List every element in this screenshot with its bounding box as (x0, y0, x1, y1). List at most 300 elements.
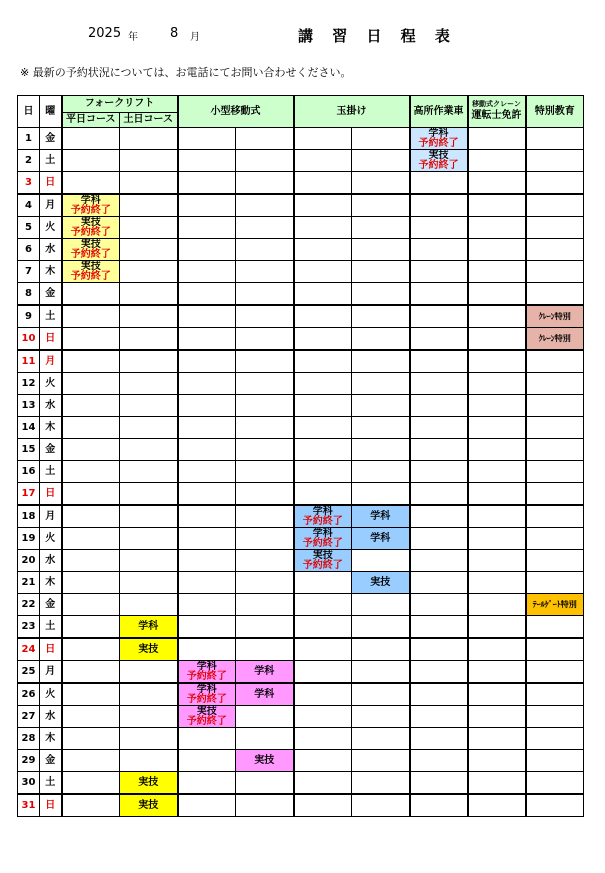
small-mobile-2-cell (236, 328, 294, 351)
tamakake-2-cell (352, 772, 410, 795)
forklift-weekday-cell (62, 239, 120, 261)
table-row (18, 305, 584, 328)
tamakake-1-cell (294, 395, 352, 417)
weekday-cell: 土 (40, 616, 62, 639)
forklift-weekend-cell (120, 128, 178, 150)
session-label: 実技 (254, 754, 275, 766)
special-education-cell (526, 772, 584, 795)
aerial-work-cell (410, 772, 468, 795)
tamakake-1-cell (294, 616, 352, 639)
day-cell: 9 (18, 305, 40, 328)
tamakake-1-cell (294, 505, 352, 528)
reservation-closed-label: 予約終了 (302, 515, 343, 527)
weekday-cell: 水 (40, 239, 62, 261)
table-row (18, 150, 584, 172)
mobile-crane-cell (468, 305, 526, 328)
forklift-weekend-cell (120, 373, 178, 395)
small-mobile-2-cell (236, 638, 294, 661)
session-label: 学科 (312, 527, 333, 539)
small-mobile-2-cell (236, 395, 294, 417)
mobile-crane-cell (468, 505, 526, 528)
session-label: 学科 (312, 505, 333, 517)
special-education-cell (526, 528, 584, 550)
small-mobile-2-cell (236, 750, 294, 772)
session-label: ｸﾚｰﾝ特別 (538, 311, 571, 321)
table-row (18, 373, 584, 395)
day-cell: 8 (18, 283, 40, 306)
mobile-crane-cell (468, 194, 526, 217)
forklift-weekend-cell (120, 616, 178, 639)
forklift-weekday-cell (62, 439, 120, 461)
mobile-crane-cell (468, 728, 526, 750)
tamakake-2-cell (352, 128, 410, 150)
special-education-cell (526, 150, 584, 172)
schedule-body (18, 128, 584, 817)
table-row (18, 172, 584, 195)
tamakake-1-cell (294, 661, 352, 684)
small-mobile-2-cell (236, 572, 294, 594)
forklift-weekend-cell (120, 417, 178, 439)
forklift-weekday-cell (62, 328, 120, 351)
tamakake-1-cell (294, 528, 352, 550)
forklift-weekend-cell (120, 395, 178, 417)
day-cell: 28 (18, 728, 40, 750)
tamakake-2-cell (352, 461, 410, 483)
small-mobile-2-cell (236, 706, 294, 728)
aerial-work-cell (410, 150, 468, 172)
month: 8 (170, 26, 179, 41)
forklift-weekend-cell (120, 594, 178, 616)
forklift-weekday-cell (62, 683, 120, 706)
forklift-weekend-cell (120, 728, 178, 750)
tamakake-1-cell (294, 373, 352, 395)
header-day: 日 (18, 96, 40, 128)
small-mobile-1-cell (178, 217, 236, 239)
header-small-mobile-crane: 小型移動式 (178, 96, 294, 128)
forklift-weekday-cell (62, 483, 120, 506)
forklift-weekday-cell (62, 261, 120, 283)
aerial-work-cell (410, 505, 468, 528)
month-label: 月 (190, 32, 200, 43)
mobile-crane-cell (468, 172, 526, 195)
small-mobile-1-cell (178, 439, 236, 461)
day-cell: 22 (18, 594, 40, 616)
small-mobile-1-cell (178, 373, 236, 395)
small-mobile-2-cell (236, 150, 294, 172)
weekday-cell: 木 (40, 728, 62, 750)
forklift-weekend-cell (120, 483, 178, 506)
tamakake-2-cell (352, 594, 410, 616)
small-mobile-1-cell (178, 528, 236, 550)
reservation-closed-label: 予約終了 (70, 248, 111, 260)
table-row (18, 350, 584, 373)
tamakake-2-cell (352, 550, 410, 572)
special-education-cell (526, 305, 584, 328)
mobile-crane-cell (468, 528, 526, 550)
special-education-cell (526, 350, 584, 373)
small-mobile-1-cell (178, 683, 236, 706)
day-cell: 26 (18, 683, 40, 706)
special-education-cell (526, 728, 584, 750)
header-weekday: 曜 (40, 96, 62, 128)
aerial-work-cell (410, 439, 468, 461)
tamakake-1-cell (294, 794, 352, 817)
header-forklift-weekday: 平日コース (62, 113, 120, 128)
mobile-crane-cell (468, 395, 526, 417)
small-mobile-2-cell (236, 772, 294, 795)
session-label: 実技 (138, 643, 159, 655)
forklift-weekend-cell (120, 172, 178, 195)
forklift-weekday-cell (62, 395, 120, 417)
mobile-crane-cell (468, 283, 526, 306)
forklift-weekday-cell (62, 128, 120, 150)
session-label: 実技 (312, 549, 333, 561)
small-mobile-2-cell (236, 194, 294, 217)
forklift-weekday-cell (62, 217, 120, 239)
session-label: 学科 (196, 660, 217, 672)
year-label: 年 (128, 32, 138, 43)
mobile-crane-cell (468, 261, 526, 283)
weekday-cell: 月 (40, 661, 62, 684)
mobile-crane-cell (468, 638, 526, 661)
tamakake-2-cell (352, 261, 410, 283)
mobile-crane-cell (468, 439, 526, 461)
table-row (18, 550, 584, 572)
tamakake-1-cell (294, 461, 352, 483)
forklift-weekend-cell (120, 794, 178, 817)
tamakake-1-cell (294, 772, 352, 795)
header-mobile-crane (468, 96, 526, 128)
special-education-cell (526, 683, 584, 706)
forklift-weekend-cell (120, 528, 178, 550)
special-education-cell (526, 373, 584, 395)
header-tamakake: 玉掛け (294, 96, 410, 128)
tamakake-2-cell (352, 194, 410, 217)
special-education-cell (526, 638, 584, 661)
tamakake-1-cell (294, 638, 352, 661)
weekday-cell: 水 (40, 395, 62, 417)
aerial-work-cell (410, 373, 468, 395)
tamakake-1-cell (294, 128, 352, 150)
small-mobile-1-cell (178, 794, 236, 817)
day-cell: 27 (18, 706, 40, 728)
small-mobile-2-cell (236, 794, 294, 817)
forklift-weekend-cell (120, 461, 178, 483)
aerial-work-cell (410, 483, 468, 506)
weekday-cell: 火 (40, 683, 62, 706)
forklift-weekend-cell (120, 305, 178, 328)
session-label: 実技 (428, 149, 449, 161)
tamakake-1-cell (294, 194, 352, 217)
weekday-cell: 木 (40, 572, 62, 594)
mobile-crane-cell (468, 594, 526, 616)
weekday-cell: 木 (40, 417, 62, 439)
weekday-cell: 月 (40, 350, 62, 373)
weekday-cell: 日 (40, 638, 62, 661)
weekday-cell: 金 (40, 283, 62, 306)
table-row (18, 261, 584, 283)
tamakake-2-cell (352, 528, 410, 550)
aerial-work-cell (410, 305, 468, 328)
small-mobile-1-cell (178, 638, 236, 661)
forklift-weekday-cell (62, 150, 120, 172)
session-label: 学科 (254, 665, 275, 677)
header-forklift-weekend: 土日コース (120, 113, 178, 128)
day-cell: 30 (18, 772, 40, 795)
special-education-cell (526, 616, 584, 639)
table-row (18, 239, 584, 261)
weekday-cell: 土 (40, 461, 62, 483)
small-mobile-1-cell (178, 706, 236, 728)
weekday-cell: 火 (40, 217, 62, 239)
tamakake-2-cell (352, 661, 410, 684)
header-forklift: フォークリフト (62, 96, 178, 113)
forklift-weekend-cell (120, 283, 178, 306)
table-row (18, 217, 584, 239)
year: 2025 (88, 26, 122, 41)
aerial-work-cell (410, 417, 468, 439)
reservation-closed-label: 予約終了 (186, 670, 227, 682)
small-mobile-1-cell (178, 661, 236, 684)
weekday-cell: 火 (40, 373, 62, 395)
table-row (18, 128, 584, 150)
forklift-weekend-cell (120, 217, 178, 239)
special-education-cell (526, 328, 584, 351)
special-education-cell (526, 572, 584, 594)
tamakake-1-cell (294, 328, 352, 351)
day-cell: 14 (18, 417, 40, 439)
special-education-cell (526, 505, 584, 528)
forklift-weekend-cell (120, 750, 178, 772)
small-mobile-1-cell (178, 150, 236, 172)
tamakake-2-cell (352, 172, 410, 195)
day-cell: 25 (18, 661, 40, 684)
forklift-weekend-cell (120, 638, 178, 661)
small-mobile-2-cell (236, 261, 294, 283)
small-mobile-1-cell (178, 417, 236, 439)
special-education-cell (526, 395, 584, 417)
tamakake-2-cell (352, 417, 410, 439)
header-special-education: 特別教育 (526, 96, 584, 128)
aerial-work-cell (410, 128, 468, 150)
session-label: 実技 (80, 216, 101, 228)
session-label: 学科 (370, 510, 391, 522)
special-education-cell (526, 239, 584, 261)
session-label: 学科 (80, 194, 101, 206)
day-cell: 12 (18, 373, 40, 395)
aerial-work-cell (410, 395, 468, 417)
mobile-crane-cell (468, 772, 526, 795)
weekday-cell: 水 (40, 550, 62, 572)
small-mobile-1-cell (178, 128, 236, 150)
document-title-bar (0, 22, 605, 46)
small-mobile-1-cell (178, 283, 236, 306)
small-mobile-1-cell (178, 728, 236, 750)
tamakake-1-cell (294, 572, 352, 594)
tamakake-1-cell (294, 550, 352, 572)
small-mobile-2-cell (236, 217, 294, 239)
mobile-crane-cell (468, 661, 526, 684)
forklift-weekday-cell (62, 616, 120, 639)
day-cell: 24 (18, 638, 40, 661)
tamakake-2-cell (352, 305, 410, 328)
tamakake-2-cell (352, 505, 410, 528)
table-row (18, 661, 584, 684)
table-row (18, 594, 584, 616)
aerial-work-cell (410, 594, 468, 616)
mobile-crane-cell (468, 217, 526, 239)
session-label: 学科 (138, 620, 159, 632)
aerial-work-cell (410, 350, 468, 373)
small-mobile-1-cell (178, 261, 236, 283)
aerial-work-cell (410, 728, 468, 750)
small-mobile-2-cell (236, 683, 294, 706)
day-cell: 3 (18, 172, 40, 195)
forklift-weekday-cell (62, 661, 120, 684)
session-label: 実技 (138, 799, 159, 811)
tamakake-2-cell (352, 638, 410, 661)
weekday-cell: 土 (40, 772, 62, 795)
aerial-work-cell (410, 550, 468, 572)
table-row (18, 194, 584, 217)
forklift-weekend-cell (120, 261, 178, 283)
day-cell: 16 (18, 461, 40, 483)
table-row (18, 616, 584, 639)
tamakake-1-cell (294, 483, 352, 506)
forklift-weekend-cell (120, 328, 178, 351)
reservation-closed-label: 予約終了 (186, 693, 227, 705)
weekday-cell: 月 (40, 194, 62, 217)
forklift-weekday-cell (62, 794, 120, 817)
day-cell: 29 (18, 750, 40, 772)
small-mobile-1-cell (178, 194, 236, 217)
forklift-weekend-cell (120, 661, 178, 684)
small-mobile-2-cell (236, 505, 294, 528)
weekday-cell: 火 (40, 528, 62, 550)
day-cell: 18 (18, 505, 40, 528)
table-row (18, 417, 584, 439)
table-row (18, 395, 584, 417)
forklift-weekday-cell (62, 638, 120, 661)
table-row (18, 728, 584, 750)
day-cell: 11 (18, 350, 40, 373)
small-mobile-2-cell (236, 616, 294, 639)
small-mobile-1-cell (178, 550, 236, 572)
weekday-cell: 木 (40, 261, 62, 283)
forklift-weekday-cell (62, 194, 120, 217)
mobile-crane-cell (468, 328, 526, 351)
small-mobile-1-cell (178, 483, 236, 506)
small-mobile-1-cell (178, 750, 236, 772)
forklift-weekend-cell (120, 683, 178, 706)
weekday-cell: 日 (40, 172, 62, 195)
table-row (18, 483, 584, 506)
schedule-table (17, 95, 584, 817)
forklift-weekday-cell (62, 728, 120, 750)
tamakake-2-cell (352, 439, 410, 461)
table-row (18, 683, 584, 706)
small-mobile-2-cell (236, 550, 294, 572)
day-cell: 10 (18, 328, 40, 351)
tamakake-2-cell (352, 750, 410, 772)
aerial-work-cell (410, 750, 468, 772)
forklift-weekday-cell (62, 373, 120, 395)
reservation-note: ※ 最新の予約状況については、お電話にてお問い合わせください。 (20, 66, 352, 79)
tamakake-2-cell (352, 373, 410, 395)
forklift-weekend-cell (120, 572, 178, 594)
forklift-weekend-cell (120, 772, 178, 795)
small-mobile-2-cell (236, 283, 294, 306)
table-row (18, 794, 584, 817)
weekday-cell: 月 (40, 505, 62, 528)
tamakake-1-cell (294, 172, 352, 195)
small-mobile-1-cell (178, 572, 236, 594)
day-cell: 15 (18, 439, 40, 461)
aerial-work-cell (410, 461, 468, 483)
tamakake-1-cell (294, 283, 352, 306)
special-education-cell (526, 128, 584, 150)
mobile-crane-cell (468, 750, 526, 772)
mobile-crane-cell (468, 794, 526, 817)
forklift-weekday-cell (62, 505, 120, 528)
small-mobile-2-cell (236, 594, 294, 616)
table-row (18, 638, 584, 661)
day-cell: 17 (18, 483, 40, 506)
weekday-cell: 日 (40, 328, 62, 351)
day-cell: 31 (18, 794, 40, 817)
special-education-cell (526, 550, 584, 572)
aerial-work-cell (410, 217, 468, 239)
small-mobile-1-cell (178, 350, 236, 373)
weekday-cell: 金 (40, 439, 62, 461)
header-aerial-work: 高所作業車 (410, 96, 468, 128)
tamakake-1-cell (294, 350, 352, 373)
forklift-weekday-cell (62, 550, 120, 572)
tamakake-1-cell (294, 683, 352, 706)
forklift-weekday-cell (62, 528, 120, 550)
weekday-cell: 土 (40, 150, 62, 172)
small-mobile-2-cell (236, 128, 294, 150)
small-mobile-1-cell (178, 616, 236, 639)
mobile-crane-cell (468, 572, 526, 594)
weekday-cell: 金 (40, 594, 62, 616)
tamakake-1-cell (294, 150, 352, 172)
day-cell: 19 (18, 528, 40, 550)
small-mobile-2-cell (236, 239, 294, 261)
session-label: 学科 (428, 127, 449, 139)
small-mobile-1-cell (178, 239, 236, 261)
small-mobile-2-cell (236, 350, 294, 373)
session-label: 実技 (80, 260, 101, 272)
aerial-work-cell (410, 328, 468, 351)
tamakake-2-cell (352, 283, 410, 306)
tamakake-1-cell (294, 305, 352, 328)
weekday-cell: 金 (40, 750, 62, 772)
tamakake-2-cell (352, 794, 410, 817)
aerial-work-cell (410, 528, 468, 550)
session-label: 学科 (254, 688, 275, 700)
forklift-weekend-cell (120, 706, 178, 728)
mobile-crane-cell (468, 683, 526, 706)
tamakake-1-cell (294, 417, 352, 439)
forklift-weekend-cell (120, 439, 178, 461)
mobile-crane-cell (468, 461, 526, 483)
forklift-weekday-cell (62, 417, 120, 439)
special-education-cell (526, 706, 584, 728)
table-row (18, 328, 584, 351)
reservation-closed-label: 予約終了 (418, 137, 459, 149)
forklift-weekday-cell (62, 772, 120, 795)
